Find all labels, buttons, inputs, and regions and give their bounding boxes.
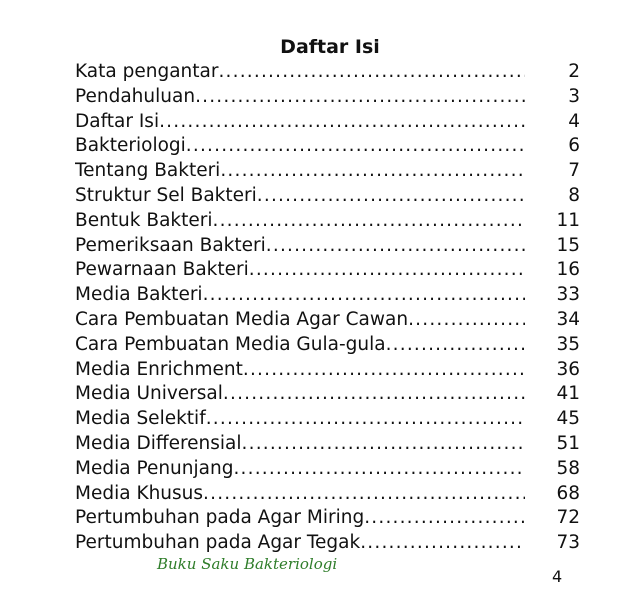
- toc-entry-title: [75, 457, 525, 482]
- toc-entry-page: 36: [556, 358, 580, 380]
- toc-entry-label: Pertumbuhan pada Agar Tegak: [75, 532, 361, 554]
- toc-entry-page: 72: [556, 507, 580, 529]
- toc-entry-label: Bakteriologi: [75, 135, 186, 157]
- toc-entry: [75, 333, 580, 358]
- toc-entry-label: Tentang Bakteri: [75, 160, 221, 182]
- toc-entry-label: Cara Pembuatan Media Agar Cawan: [75, 308, 409, 330]
- table-of-contents: [75, 60, 580, 556]
- toc-entry-title: [75, 432, 525, 457]
- toc-entry: [75, 283, 580, 308]
- toc-entry-title: [75, 209, 525, 234]
- toc-entry-title: [75, 234, 525, 259]
- dot-leader: [364, 506, 525, 531]
- dot-leader: [243, 358, 525, 383]
- dot-leader: [257, 184, 525, 209]
- toc-entry-page: 4: [568, 110, 580, 132]
- toc-entry-label: Media Selektif: [75, 408, 206, 430]
- toc-entry-title: [75, 506, 525, 531]
- toc-entry-label: Cara Pembuatan Media Gula-gula: [75, 333, 386, 355]
- toc-entry-page: 15: [556, 234, 580, 256]
- toc-entry-title: [75, 85, 525, 110]
- page-number: 4: [552, 567, 563, 586]
- toc-entry-title: [75, 333, 525, 358]
- toc-entry-label: Daftar Isi: [75, 110, 160, 132]
- dot-leader: [266, 234, 525, 259]
- dot-leader: [223, 382, 525, 407]
- toc-entry-label: Pewarnaan Bakteri: [75, 259, 249, 281]
- toc-entry-label: Pertumbuhan pada Agar Miring: [75, 507, 365, 529]
- toc-entry-page: 11: [556, 209, 580, 231]
- toc-entry: [75, 85, 580, 110]
- dot-leader: [206, 407, 525, 432]
- dot-leader: [386, 333, 525, 358]
- dot-leader: [233, 457, 525, 482]
- toc-entry-page: 2: [568, 61, 580, 82]
- toc-entry-title: [75, 134, 525, 159]
- toc-entry-label: Kata pengantar: [75, 61, 219, 82]
- toc-entry-label: Pemeriksaan Bakteri: [75, 234, 266, 256]
- toc-entry-page: 41: [556, 383, 580, 405]
- toc-entry-label: Media Bakteri: [75, 284, 203, 306]
- dot-leader: [249, 258, 525, 283]
- dot-leader: [203, 482, 525, 507]
- toc-entry: [75, 134, 580, 159]
- toc-entry: [75, 382, 580, 407]
- toc-entry: [75, 432, 580, 457]
- toc-entry-label: Media Penunjang: [75, 457, 234, 479]
- toc-entry-title: [75, 283, 525, 308]
- toc-entry: [75, 234, 580, 259]
- toc-entry-title: [75, 159, 525, 184]
- toc-entry-page: 16: [556, 259, 580, 281]
- page-title: Daftar Isi: [280, 36, 380, 58]
- toc-entry-label: Media Differensial: [75, 432, 242, 454]
- toc-entry: [75, 531, 580, 556]
- toc-entry-label: Pendahuluan: [75, 85, 196, 107]
- dot-leader: [220, 159, 525, 184]
- dot-leader: [203, 283, 525, 308]
- toc-entry-page: 68: [556, 482, 580, 504]
- dot-leader: [242, 432, 525, 457]
- toc-entry-title: [75, 531, 525, 556]
- toc-entry-page: 3: [568, 85, 580, 107]
- toc-entry-label: Bentuk Bakteri: [75, 209, 213, 231]
- toc-entry-title: [75, 482, 525, 507]
- toc-entry: [75, 110, 580, 135]
- toc-entry-page: 58: [556, 457, 580, 479]
- toc-entry-page: 8: [568, 184, 580, 206]
- toc-entry-title: [75, 110, 525, 135]
- toc-entry-page: 45: [556, 408, 580, 430]
- book-footer-title: Buku Saku Bakteriologi: [157, 555, 338, 573]
- dot-leader: [213, 209, 526, 234]
- toc-entry-label: Media Khusus: [75, 482, 204, 504]
- toc-entry-page: 73: [556, 532, 580, 554]
- toc-entry-page: 51: [556, 432, 580, 454]
- toc-entry-page: 33: [556, 284, 580, 306]
- toc-entry: [75, 60, 580, 85]
- toc-entry: [75, 209, 580, 234]
- toc-entry: [75, 457, 580, 482]
- toc-entry-page: 7: [568, 160, 580, 182]
- toc-entry-title: [75, 358, 525, 383]
- toc-entry: [75, 258, 580, 283]
- toc-entry: [75, 482, 580, 507]
- toc-entry: [75, 308, 580, 333]
- dot-leader: [218, 60, 525, 85]
- dot-leader: [186, 134, 525, 159]
- toc-entry: [75, 506, 580, 531]
- toc-entry-label: Struktur Sel Bakteri: [75, 184, 257, 206]
- toc-entry-label: Media Universal: [75, 383, 223, 405]
- toc-entry: [75, 407, 580, 432]
- toc-entry-page: 34: [556, 308, 580, 330]
- toc-entry-page: 6: [568, 135, 580, 157]
- toc-entry: [75, 184, 580, 209]
- toc-entry-title: [75, 308, 525, 333]
- toc-entry-title: [75, 407, 525, 432]
- dot-leader: [159, 110, 525, 135]
- dot-leader: [360, 531, 525, 556]
- dot-leader: [408, 308, 525, 333]
- toc-entry-title: [75, 382, 525, 407]
- toc-entry-title: [75, 184, 525, 209]
- toc-entry-title: [75, 258, 525, 283]
- toc-entry-title: [75, 60, 525, 85]
- dot-leader: [195, 85, 525, 110]
- toc-entry: [75, 159, 580, 184]
- toc-entry-label: Media Enrichment: [75, 358, 243, 380]
- toc-entry: [75, 358, 580, 383]
- toc-entry-page: 35: [556, 333, 580, 355]
